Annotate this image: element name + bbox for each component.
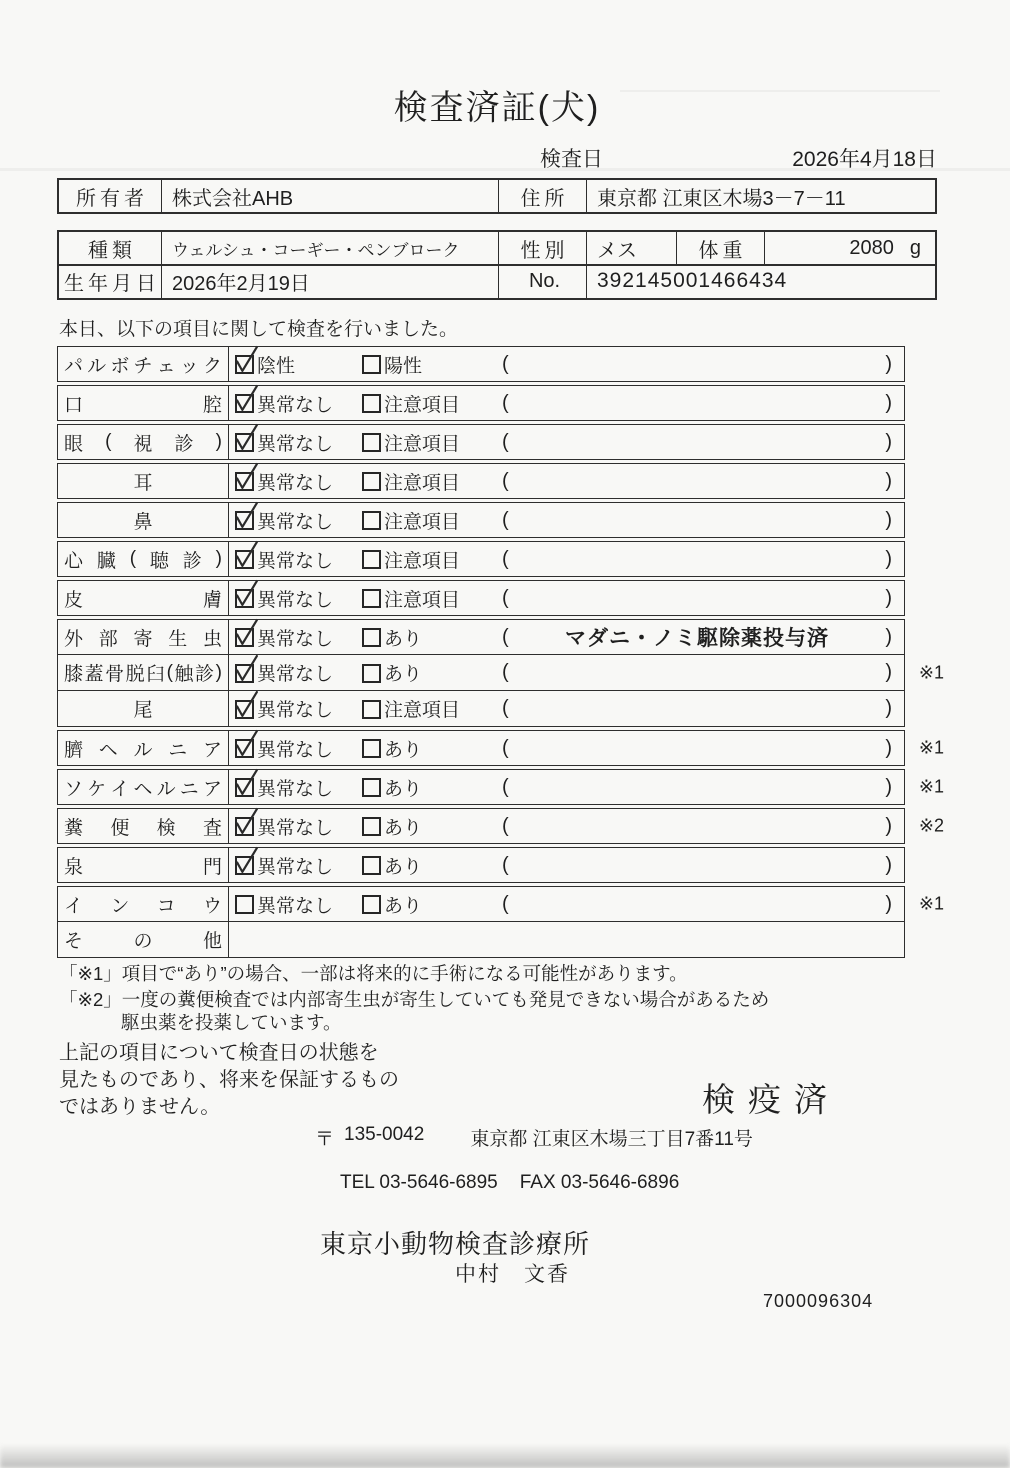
option2-label: あり — [384, 856, 423, 878]
no-value: 392145001466434 — [597, 269, 788, 292]
paren-open: ( — [502, 625, 509, 648]
checkbox-icon — [362, 895, 381, 914]
checkbox-icon — [235, 394, 254, 413]
inspection-row — [57, 922, 905, 958]
checkbox-icon — [362, 628, 381, 647]
checkbox-icon — [235, 778, 254, 797]
owner-label: 所有者 — [59, 180, 162, 212]
no-label: No. — [499, 264, 587, 298]
option-secondary — [362, 585, 498, 612]
inspection-row — [57, 541, 905, 577]
checkbox-icon — [235, 739, 254, 758]
row-label: ソ ケ イ ヘ ル ニ ア — [58, 770, 229, 804]
remark-field — [498, 587, 904, 610]
birth-label: 生年月日 — [59, 264, 162, 298]
checkbox-icon — [235, 511, 254, 530]
inspection-row — [57, 346, 905, 382]
row-options — [229, 581, 904, 615]
option1-label: 異常なし — [257, 472, 334, 494]
option-primary — [229, 390, 362, 417]
inspection-row — [57, 691, 905, 727]
row-note: ※1 — [918, 737, 944, 758]
paren-open: ( — [502, 430, 509, 453]
check-mark-icon — [234, 654, 259, 683]
remark-field — [498, 548, 904, 571]
owner-row — [57, 178, 937, 214]
check-mark-icon — [234, 846, 259, 875]
remark-field — [498, 737, 904, 760]
paren-close: ) — [885, 430, 892, 453]
option1-label: 異常なし — [257, 433, 334, 455]
postal-code: 135-0042 — [344, 1124, 425, 1145]
option-secondary — [362, 774, 498, 801]
remark-field — [498, 815, 904, 838]
birth-value: 2026年2月19日 — [162, 264, 499, 298]
inspection-row — [57, 385, 905, 421]
footnote-2: 「※2」一度の糞便検査では内部寄生虫が寄生していても発見できない場合があるため — [59, 989, 770, 1010]
option-primary — [229, 429, 362, 456]
page-title: 検査済証(犬) — [393, 89, 601, 127]
option-secondary — [362, 624, 498, 651]
row-options — [229, 386, 904, 420]
inspection-date-label: 検査日 — [540, 148, 603, 171]
row-label: 臍 ヘ ル ニ ア — [58, 731, 229, 765]
weight-value: 2080 — [849, 236, 894, 259]
paren-close: ) — [885, 814, 892, 837]
check-mark-icon — [234, 618, 259, 647]
row-options — [229, 425, 904, 459]
inspection-table — [57, 346, 944, 958]
paren-close: ) — [885, 508, 892, 531]
check-mark-icon — [234, 384, 259, 413]
checkbox-icon — [235, 433, 254, 452]
remark-text: マダニ・ノミ駆除薬投与済 — [565, 627, 829, 650]
option-primary — [229, 351, 362, 378]
checkbox-icon — [362, 700, 381, 719]
remark-field — [498, 893, 904, 916]
checkbox-icon — [362, 664, 381, 683]
inspection-row — [57, 808, 944, 844]
inspection-row — [57, 619, 905, 655]
remark-field — [498, 431, 904, 454]
row-options — [229, 922, 904, 957]
checkbox-icon — [362, 394, 381, 413]
option-primary — [229, 735, 362, 762]
option2-label: あり — [384, 817, 423, 839]
option1-label: 異常なし — [257, 628, 334, 650]
option-primary — [229, 891, 362, 918]
option-secondary — [362, 659, 498, 686]
option-secondary — [362, 546, 498, 573]
row-options — [229, 731, 904, 765]
option2-label: 注意項目 — [384, 472, 461, 494]
paren-close: ) — [885, 853, 892, 876]
paren-close: ) — [885, 625, 892, 648]
option1-label: 異常なし — [257, 700, 334, 721]
disclaimer-text — [59, 1040, 399, 1121]
option-primary — [229, 585, 362, 612]
sex-label: 性別 — [499, 232, 587, 264]
checkbox-icon — [235, 472, 254, 491]
option-secondary — [362, 695, 498, 722]
inspection-date-line — [540, 143, 937, 173]
paren-close: ) — [885, 736, 892, 759]
row-label: 耳 — [58, 464, 229, 498]
paren-open: ( — [502, 775, 509, 798]
row-label: 心 臓 ( 聴 診 ) — [58, 542, 229, 576]
paren-open: ( — [502, 697, 509, 719]
check-mark-icon — [234, 540, 259, 569]
inspection-row — [57, 463, 905, 499]
row-note: ※1 — [918, 776, 944, 797]
paren-open: ( — [502, 547, 509, 570]
option-primary — [229, 695, 362, 722]
breed-value: ウェルシュ・コーギー・ペンブローク — [162, 232, 499, 264]
row-label: 尾 — [58, 691, 229, 726]
option1-label: 異常なし — [257, 664, 334, 685]
address-value: 東京都 江東区木場3－7－11 — [597, 187, 846, 210]
row-options — [229, 770, 904, 804]
clinic-fax: FAX 03-5646-6896 — [519, 1172, 680, 1193]
inspection-date-value: 2026年4月18日 — [792, 148, 937, 171]
paren-open: ( — [502, 352, 509, 375]
footnote-1: 「※1」項目で“あり”の場合、一部は将来的に手術になる可能性があります。 — [59, 963, 688, 984]
inspection-row — [57, 580, 905, 616]
remark-field — [498, 392, 904, 415]
checkbox-icon — [362, 856, 381, 875]
checkbox-icon — [362, 355, 381, 374]
check-mark-icon — [234, 345, 259, 374]
weight-label: 体重 — [677, 232, 765, 264]
intro-text: 本日、以下の項目に関して検査を行いました。 — [59, 319, 459, 340]
option1-label: 異常なし — [257, 817, 334, 839]
check-mark-icon — [234, 501, 259, 530]
paren-open: ( — [502, 736, 509, 759]
disclaimer-line: ではありません。 — [59, 1096, 221, 1118]
option2-label: あり — [384, 895, 423, 917]
sex-value: メス — [587, 232, 677, 264]
option-secondary — [362, 507, 498, 534]
remark-field — [498, 776, 904, 799]
option-secondary — [362, 429, 498, 456]
option2-label: あり — [384, 739, 423, 761]
inspection-row — [57, 502, 905, 538]
checkbox-icon — [235, 700, 254, 719]
option-primary — [229, 659, 362, 686]
row-label: イ ン コ ウ — [58, 887, 229, 921]
option2-label: 注意項目 — [384, 700, 461, 721]
paren-open: ( — [502, 853, 509, 876]
remark-field — [498, 509, 904, 532]
disclaimer-line: 上記の項目について検査日の状態を — [59, 1042, 379, 1064]
inspection-row — [57, 730, 944, 766]
option1-label: 異常なし — [257, 739, 334, 761]
paren-open: ( — [502, 661, 509, 683]
checkbox-icon — [362, 511, 381, 530]
row-label: 糞 便 検 査 — [58, 809, 229, 843]
weight-unit: g — [909, 236, 921, 259]
option-secondary — [362, 468, 498, 495]
option2-label: 注意項目 — [384, 589, 461, 611]
row-options — [229, 691, 904, 726]
birth-row — [57, 264, 937, 300]
option1-label: 異常なし — [257, 394, 334, 416]
row-label: 口 腔 — [58, 386, 229, 420]
option-primary — [229, 774, 362, 801]
paren-open: ( — [502, 892, 509, 915]
option1-label: 陰性 — [257, 355, 296, 377]
checkbox-icon — [362, 472, 381, 491]
remark-field — [498, 697, 904, 720]
paren-open: ( — [502, 814, 509, 837]
check-mark-icon — [234, 423, 259, 452]
weight-cell — [765, 232, 935, 264]
breed-label: 種類 — [59, 232, 162, 264]
option2-label: あり — [384, 778, 423, 800]
row-label: 外 部 寄 生 虫 — [58, 620, 229, 654]
row-label: 眼 ( 視 診 ) — [58, 425, 229, 459]
option2-label: 陽性 — [384, 355, 423, 377]
remark-field — [498, 353, 904, 376]
option2-label: あり — [384, 664, 423, 685]
row-options — [229, 655, 904, 690]
option1-label: 異常なし — [257, 511, 334, 533]
checkbox-icon — [235, 664, 254, 683]
option-secondary — [362, 351, 498, 378]
remark-field — [498, 622, 904, 652]
paren-close: ) — [885, 391, 892, 414]
inspection-row — [57, 424, 905, 460]
owner-value: 株式会社AHB — [162, 180, 499, 212]
option2-label: 注意項目 — [384, 394, 461, 416]
clinic-address: 東京都 江東区木場三丁目7番11号 — [470, 1129, 753, 1150]
row-options — [229, 347, 904, 381]
paren-close: ) — [885, 661, 892, 683]
paren-open: ( — [502, 391, 509, 414]
row-options — [229, 809, 904, 843]
paren-close: ) — [885, 697, 892, 719]
checkbox-icon — [362, 433, 381, 452]
paren-close: ) — [885, 892, 892, 915]
check-mark-icon — [234, 768, 259, 797]
checkbox-icon — [235, 355, 254, 374]
option-secondary — [362, 390, 498, 417]
checkbox-icon — [235, 550, 254, 569]
checkbox-icon — [362, 550, 381, 569]
option-secondary — [362, 891, 498, 918]
option-secondary — [362, 852, 498, 879]
checkbox-icon — [235, 895, 254, 914]
check-mark-icon — [234, 690, 259, 719]
remark-field — [498, 661, 904, 684]
option1-label: 異常なし — [257, 895, 334, 917]
row-label: 泉 門 — [58, 848, 229, 882]
postal-mark-icon: 〒 — [315, 1129, 335, 1150]
option2-label: 注意項目 — [384, 550, 461, 572]
row-options — [229, 887, 904, 921]
paren-open: ( — [502, 469, 509, 492]
scan-artifact — [0, 1444, 1010, 1468]
row-label: 膝 蓋 骨 脱 臼 ( 触 診 ) — [58, 655, 229, 690]
address-label: 住所 — [499, 180, 587, 212]
clinic-name: 東京小動物検査診療所 — [320, 1229, 591, 1259]
check-mark-icon — [234, 807, 259, 836]
checkbox-icon — [235, 628, 254, 647]
row-options — [229, 503, 904, 537]
checkbox-icon — [235, 589, 254, 608]
checkbox-icon — [235, 856, 254, 875]
row-options — [229, 620, 904, 654]
option1-label: 異常なし — [257, 589, 334, 611]
check-mark-icon — [234, 729, 259, 758]
row-label: パ ル ボ チ ェ ッ ク — [58, 347, 229, 381]
check-mark-icon — [234, 462, 259, 491]
inspection-row — [57, 655, 944, 691]
option-primary — [229, 546, 362, 573]
check-mark-icon — [234, 579, 259, 608]
inspection-row — [57, 769, 944, 805]
option-primary — [229, 507, 362, 534]
row-options — [229, 848, 904, 882]
row-label: 皮 膚 — [58, 581, 229, 615]
option-primary — [229, 813, 362, 840]
row-note: ※1 — [918, 662, 944, 682]
checkbox-icon — [235, 817, 254, 836]
remark-field — [498, 854, 904, 877]
paren-close: ) — [885, 547, 892, 570]
checkbox-icon — [362, 817, 381, 836]
option2-label: 注意項目 — [384, 433, 461, 455]
option1-label: 異常なし — [257, 856, 334, 878]
row-options — [229, 542, 904, 576]
clinic-tel: TEL 03-5646-6895 — [340, 1172, 498, 1193]
inspection-row — [57, 847, 905, 883]
clinic-phone-line — [340, 1172, 679, 1194]
disclaimer-line: 見たものであり、将来を保証するもの — [59, 1069, 399, 1091]
paren-close: ) — [885, 586, 892, 609]
clinic-address-line — [315, 1124, 753, 1151]
row-options — [229, 464, 904, 498]
row-note: ※1 — [918, 893, 944, 914]
row-label: そ の 他 — [58, 922, 229, 957]
paren-open: ( — [502, 586, 509, 609]
row-label: 鼻 — [58, 503, 229, 537]
checkbox-icon — [362, 589, 381, 608]
serial-number: 7000096304 — [763, 1291, 874, 1311]
checkbox-icon — [362, 778, 381, 797]
footnote-2-continued: 駆虫薬を投薬しています。 — [121, 1012, 342, 1033]
option-primary — [229, 624, 362, 651]
option1-label: 異常なし — [257, 550, 334, 572]
option-secondary — [362, 813, 498, 840]
option-primary — [229, 468, 362, 495]
option1-label: 異常なし — [257, 778, 334, 800]
remark-field — [498, 470, 904, 493]
paren-close: ) — [885, 352, 892, 375]
paren-close: ) — [885, 775, 892, 798]
quarantine-stamp: 検疫済 — [702, 1081, 840, 1118]
option-secondary — [362, 735, 498, 762]
row-note: ※2 — [918, 815, 944, 836]
examiner-name: 中村 文香 — [455, 1263, 570, 1286]
option-primary — [229, 852, 362, 879]
option2-label: あり — [384, 628, 423, 650]
option2-label: 注意項目 — [384, 511, 461, 533]
paren-close: ) — [885, 469, 892, 492]
paren-open: ( — [502, 508, 509, 531]
breed-row — [57, 230, 937, 266]
checkbox-icon — [362, 739, 381, 758]
inspection-row — [57, 886, 944, 922]
